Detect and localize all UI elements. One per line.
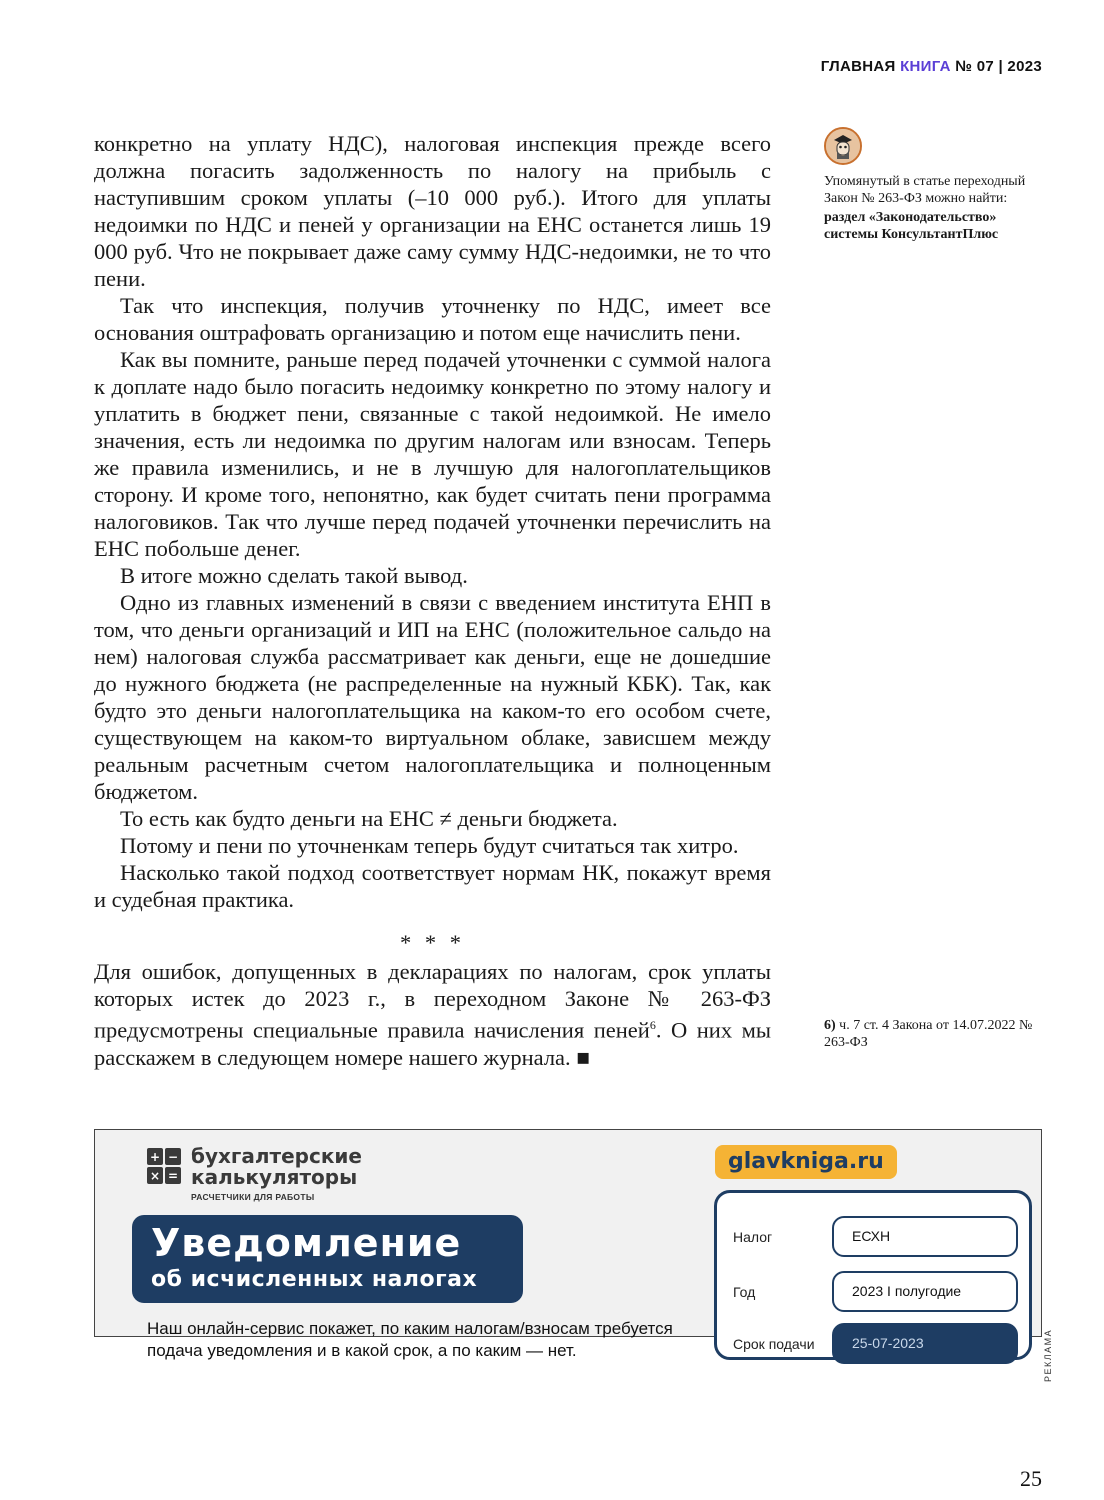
calculator-form-preview [714, 1190, 1032, 1360]
paragraph-text: . О них мы расскажем в следующем номере нашего журнала. ■ [94, 1017, 771, 1070]
logo-line-1: бухгалтерские [191, 1144, 362, 1168]
article-paragraph: конкретно на уплату НДС), налоговая инспекция прежде всего должна погасить задолженность по налогу на прибыль с наступившим сроком уплаты (–10 000 руб.). Итого для уплаты недоимки по НДС и пеней у организации на ЕНС останется лишь 19 000 руб. Что не покрывает даже саму сумму НДС-недоимки, не то что пени. [94, 131, 771, 291]
article-paragraph: Так что инспекция, получив уточненку по НДС, имеет все основания оштрафовать организацию и потом еще начислить пени. [94, 293, 771, 345]
footnote [824, 1017, 1044, 1051]
deadline-field[interactable]: 25-07-2023 [832, 1323, 1018, 1364]
logo-subtitle: РАСЧЕТЧИКИ ДЛЯ РАБОТЫ [191, 1192, 315, 1202]
header-title: ГЛАВНАЯ [820, 58, 901, 75]
article-paragraph: Насколько такой подход соответствует нормам НК, покажут время и судебная практика. [94, 860, 771, 912]
advertisement-banner[interactable] [94, 1129, 1042, 1360]
ad-title-block [132, 1215, 523, 1303]
article-body [94, 130, 771, 1071]
running-header [821, 58, 1042, 75]
year-label: Год [733, 1284, 756, 1300]
article-paragraph: Одно из главных изменений в связи с введением института ЕНП в том, что деньги организаций и ИП на ЕНС (положительное сальдо на нем) налоговая служба рассматривает как деньги, еще не дошедшие до нужного бюджета (не распределенные на нужный КБК). Так, как будто это деньги налогоплательщика на каком-то его особом счете, существующем на каком-то виртуальном облаке, зависшем между реальным расчетным счетом налогоплательщика и полноценным бюджетом. [94, 590, 771, 804]
year-field[interactable]: 2023 I полугодие [832, 1271, 1018, 1312]
article-paragraph [94, 958, 771, 1071]
article-paragraph: То есть как будто деньги на ЕНС ≠ деньги бюджета. [120, 806, 618, 831]
site-link[interactable]: glavkniga.ru [715, 1145, 897, 1179]
sidebar-link[interactable]: раздел «Законодательство» системы КонсультантПлюс [824, 210, 999, 242]
article-paragraph: Потому и пени по уточненкам теперь будут считаться так хитро. [120, 833, 739, 858]
tax-label: Налог [733, 1229, 773, 1245]
paragraph-text: Для ошибок, допущенных в декларациях по налогам, срок уплаты которых истек до 2023 г., в переходном Законе № 263-ФЗ предусмотрены специальные правила начисления пеней [94, 959, 771, 1043]
tax-field[interactable]: ЕСХН [832, 1216, 1018, 1257]
ad-label-text: РЕКЛАМА [1043, 1328, 1053, 1382]
logo-line-2: калькуляторы [191, 1165, 358, 1189]
footnote-text: ч. 7 ст. 4 Закона от 14.07.2022 № 263-ФЗ [824, 1018, 1033, 1050]
article-paragraph: В итоге можно сделать такой вывод. [120, 563, 468, 588]
page-number: 25 [1020, 1466, 1042, 1491]
calculator-icon: + − × = [147, 1148, 181, 1184]
sidebar-note [824, 127, 1044, 243]
ad-title: Уведомление [151, 1221, 462, 1265]
footnote-ref[interactable]: 6 [649, 1018, 656, 1032]
section-divider: * * * [400, 930, 465, 955]
calculators-logo [147, 1146, 362, 1202]
ad-description: Наш онлайн-сервис покажет, по каким налогам/взносам требуется подача уведомления и в какой срок, а по каким — нет. [147, 1319, 673, 1360]
ad-subtitle: об исчисленных налогах [151, 1267, 478, 1292]
header-issue: № 07 | 2023 [950, 58, 1042, 75]
article-paragraph: Как вы помните, раньше перед подачей уточненки с суммой налога к доплате надо было погасить недоимку конкретно по этому налогу и уплатить в бюджет пени, связанные с такой недоимкой. Не имело значения, есть ли недоимка по другим налогам или взносам. Теперь же правила изменились, и не в лучшую для налогоплательщиков сторону. И кроме того, непонятно, как будет считать пени программа налоговиков. Так что лучше перед подачей уточненки перечислить на ЕНС побольше денег. [94, 347, 771, 561]
expert-avatar-icon [824, 127, 862, 165]
ad-label [1043, 1312, 1057, 1382]
sidebar-note-text: Упомянутый в статье переходный Закон № 263-ФЗ можно найти: [824, 174, 1026, 206]
deadline-label: Срок подачи [733, 1336, 815, 1352]
footnote-number: 6) [824, 1018, 836, 1033]
header-title-accent: КНИГА [900, 58, 951, 75]
